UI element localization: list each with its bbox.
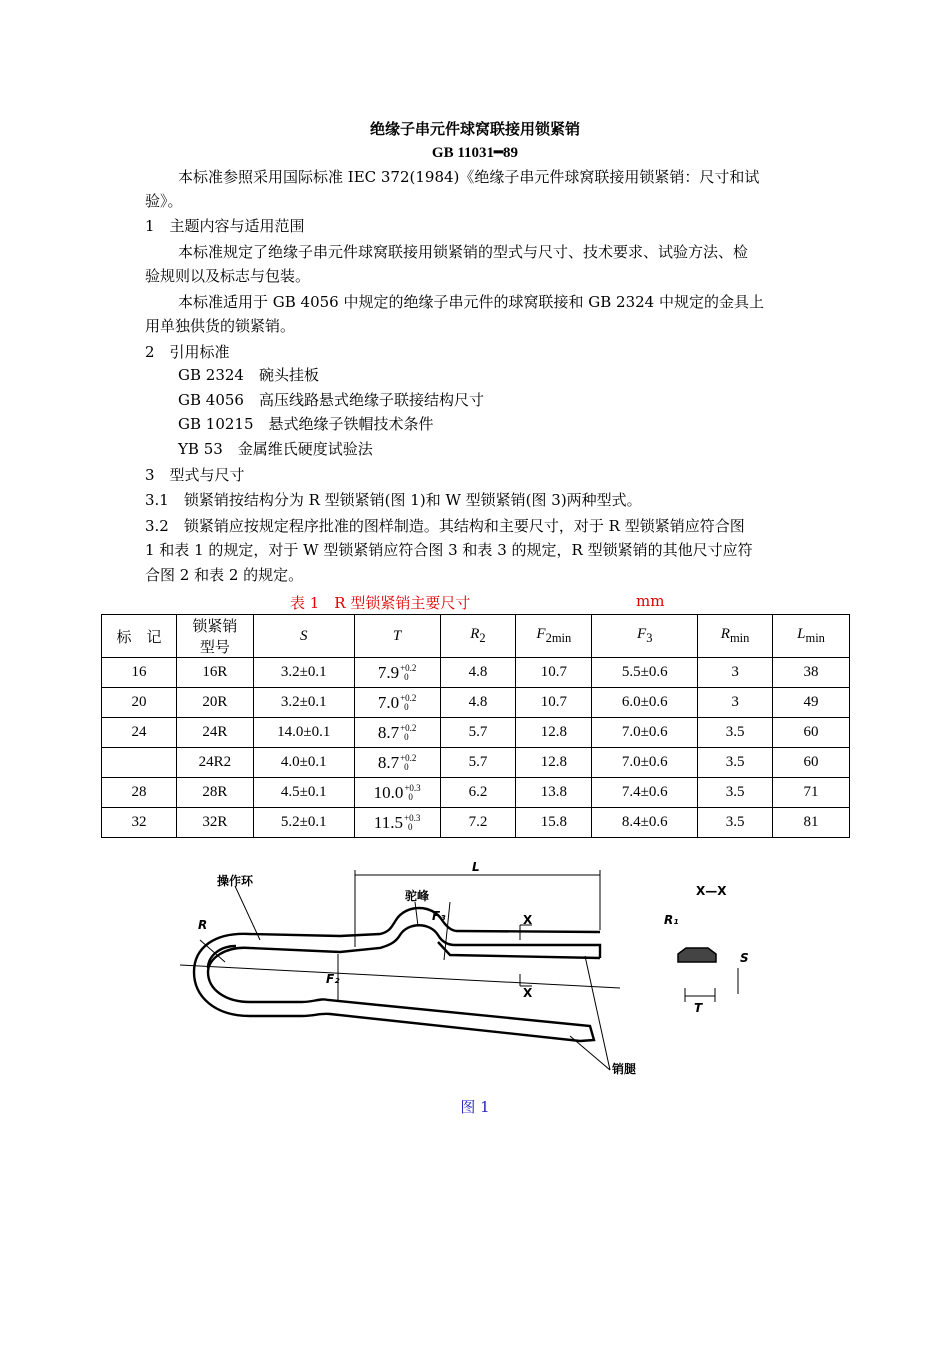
- figure-1-drawing: [180, 850, 780, 1090]
- tolerance-limits: [400, 664, 416, 682]
- section-1-p1-line-2: 验规则以及标志与包装。: [145, 267, 311, 285]
- cell-t: [354, 748, 440, 778]
- table-header-row: [102, 615, 850, 658]
- lower-tolerance: 0: [404, 731, 409, 742]
- dimension-table: [101, 614, 850, 838]
- table-row: [102, 688, 850, 718]
- document-title: 绝缘子串元件球窝联接用锁紧销: [369, 120, 580, 138]
- section-2-heading: 2 引用标准: [145, 343, 230, 361]
- tolerance-value: 10.0: [373, 782, 404, 802]
- cell-lmin: 60: [773, 748, 850, 778]
- section-1-p1-line-1: 本标准规定了绝缘子串元件球窝联接用锁紧销的型式与尺寸、技术要求、试验方法、检: [178, 243, 749, 261]
- upper-tolerance: +0.3: [404, 782, 421, 793]
- cell-r2: 5.7: [440, 748, 516, 778]
- standard-code: GB 11031━89: [431, 145, 519, 161]
- lower-tolerance: 0: [404, 671, 409, 682]
- cell-type: 24R: [176, 718, 253, 748]
- cell-r2: 4.8: [440, 658, 516, 688]
- cell-s: 3.2±0.1: [253, 658, 354, 688]
- cell-s: 4.5±0.1: [253, 778, 354, 808]
- table-row: [102, 658, 850, 688]
- cell-rmin: 3.5: [698, 748, 773, 778]
- cell-t: [354, 778, 440, 808]
- cell-type: 28R: [176, 778, 253, 808]
- cell-rmin: 3: [698, 658, 773, 688]
- lower-tolerance: 0: [408, 821, 413, 832]
- cell-lmin: 38: [773, 658, 850, 688]
- cell-type: 24R2: [176, 748, 253, 778]
- label-r1: R₁: [664, 913, 679, 927]
- cell-t: [354, 718, 440, 748]
- upper-tolerance: +0.3: [404, 812, 421, 823]
- table-row: [102, 778, 850, 808]
- label-f3: F₃: [432, 909, 446, 923]
- header-r2: $R_2$: [440, 615, 516, 658]
- cell-lmin: 81: [773, 808, 850, 838]
- cell-r2: 6.2: [440, 778, 516, 808]
- upper-tolerance: +0.2: [400, 752, 417, 763]
- tolerance-limits: [404, 784, 420, 802]
- cell-s: 5.2±0.1: [253, 808, 354, 838]
- label-section-xx: X—X: [696, 884, 727, 898]
- cross-section: [678, 948, 716, 962]
- cell-type: 20R: [176, 688, 253, 718]
- cell-f3: 7.0±0.6: [592, 718, 698, 748]
- cell-mark: 32: [102, 808, 177, 838]
- cell-type: 32R: [176, 808, 253, 838]
- reference-gb4056: GB 4056 高压线路悬式绝缘子联接结构尺寸: [178, 391, 484, 409]
- cell-rmin: 3.5: [698, 778, 773, 808]
- cell-mark: 28: [102, 778, 177, 808]
- upper-tolerance: +0.2: [400, 692, 417, 703]
- cell-t: [354, 658, 440, 688]
- table-unit: mm: [636, 592, 665, 610]
- cell-mark: [102, 748, 177, 778]
- cell-f3: 5.5±0.6: [592, 658, 698, 688]
- reference-gb2324: GB 2324 碗头挂板: [178, 366, 319, 384]
- header-lmin: $L_{min}$: [773, 615, 850, 658]
- clause-3-2-line-3: 合图 2 和表 2 的规定。: [145, 566, 304, 584]
- label-f2: F₂: [326, 972, 340, 986]
- cell-mark: 16: [102, 658, 177, 688]
- cell-t: [354, 688, 440, 718]
- cell-f2min: 13.8: [516, 778, 592, 808]
- cell-rmin: 3.5: [698, 808, 773, 838]
- section-3-heading: 3 型式与尺寸: [145, 466, 245, 484]
- cell-f3: 7.0±0.6: [592, 748, 698, 778]
- label-hump: 驼峰: [405, 889, 430, 903]
- label-t: T: [694, 1001, 703, 1015]
- tolerance-limits: [400, 694, 416, 712]
- tolerance-limits: [400, 754, 416, 772]
- cell-f2min: 12.8: [516, 718, 592, 748]
- tolerance-value: 8.7: [377, 752, 400, 772]
- intro-line-1: 本标准参照采用国际标准 IEC 372(1984)《绝缘子串元件球窝联接用锁紧销：尺寸和试: [178, 168, 760, 186]
- intro-line-2: 验》。: [145, 192, 183, 210]
- cell-f2min: 10.7: [516, 688, 592, 718]
- section-1-heading: 1 主题内容与适用范围: [145, 217, 305, 235]
- cell-mark: 20: [102, 688, 177, 718]
- cell-lmin: 71: [773, 778, 850, 808]
- label-l: L: [472, 860, 480, 874]
- label-pin-legs: 销腿: [612, 1062, 637, 1076]
- lower-tolerance: 0: [404, 701, 409, 712]
- table-row: [102, 748, 850, 778]
- label-x-bottom: X: [523, 986, 533, 1000]
- lower-tolerance: 0: [404, 761, 409, 772]
- clause-3-1: 3.1 锁紧销按结构分为 R 型锁紧销(图 1)和 W 型锁紧销(图 3)两种型式。: [145, 491, 642, 509]
- cell-f3: 8.4±0.6: [592, 808, 698, 838]
- cell-r2: 4.8: [440, 688, 516, 718]
- cell-f2min: 15.8: [516, 808, 592, 838]
- cell-t: [354, 808, 440, 838]
- dimension-lines: [180, 870, 738, 1070]
- label-r: R: [198, 918, 208, 932]
- label-s: S: [740, 951, 749, 965]
- header-s: S: [253, 615, 354, 658]
- section-1-p2-line-1: 本标准适用于 GB 4056 中规定的绝缘子串元件的球窝联接和 GB 2324 中规定的金具上: [178, 293, 764, 311]
- cell-f3: 7.4±0.6: [592, 778, 698, 808]
- tolerance-limits: [400, 724, 416, 742]
- clause-3-2-line-1: 3.2 锁紧销应按规定程序批准的图样制造。其结构和主要尺寸，对于 R 型锁紧销应符合图: [145, 517, 745, 535]
- reference-yb53: YB 53 金属维氏硬度试验法: [178, 440, 373, 458]
- header-rmin: $R_{min}$: [698, 615, 773, 658]
- label-operating-ring: 操作环: [217, 874, 254, 888]
- header-mark: 标 记: [102, 615, 177, 658]
- tolerance-value: 7.0: [377, 692, 400, 712]
- label-x-top: X: [523, 913, 533, 927]
- header-t: T: [354, 615, 440, 658]
- cell-f2min: 12.8: [516, 748, 592, 778]
- lower-tolerance: 0: [408, 791, 413, 802]
- table-row: [102, 808, 850, 838]
- figure-caption: 图 1: [460, 1098, 490, 1116]
- cell-s: 3.2±0.1: [253, 688, 354, 718]
- section-1-p2-line-2: 用单独供货的锁紧销。: [145, 317, 296, 335]
- upper-tolerance: +0.2: [400, 662, 417, 673]
- cell-lmin: 49: [773, 688, 850, 718]
- cell-mark: 24: [102, 718, 177, 748]
- cell-rmin: 3: [698, 688, 773, 718]
- tolerance-value: 8.7: [377, 722, 400, 742]
- cell-f3: 6.0±0.6: [592, 688, 698, 718]
- cell-r2: 7.2: [440, 808, 516, 838]
- cell-s: 14.0±0.1: [253, 718, 354, 748]
- header-f2min: $F_{2min}$: [516, 615, 592, 658]
- tolerance-value: 7.9: [377, 662, 400, 682]
- tolerance-value: 11.5: [373, 812, 403, 832]
- table-caption: 表 1 R 型锁紧销主要尺寸: [290, 594, 471, 612]
- cell-f2min: 10.7: [516, 658, 592, 688]
- cell-lmin: 60: [773, 718, 850, 748]
- cell-rmin: 3.5: [698, 718, 773, 748]
- clause-3-2-line-2: 1 和表 1 的规定，对于 W 型锁紧销应符合图 3 和表 3 的规定，R 型锁紧销的其他尺寸应符: [145, 541, 753, 559]
- tolerance-limits: [404, 814, 420, 832]
- header-type: 锁紧销 型号: [176, 615, 253, 658]
- reference-gb10215: GB 10215 悬式绝缘子铁帽技术条件: [178, 415, 434, 433]
- table-row: [102, 718, 850, 748]
- header-f3: $F_3$: [592, 615, 698, 658]
- cell-s: 4.0±0.1: [253, 748, 354, 778]
- cell-r2: 5.7: [440, 718, 516, 748]
- cell-type: 16R: [176, 658, 253, 688]
- upper-tolerance: +0.2: [400, 722, 417, 733]
